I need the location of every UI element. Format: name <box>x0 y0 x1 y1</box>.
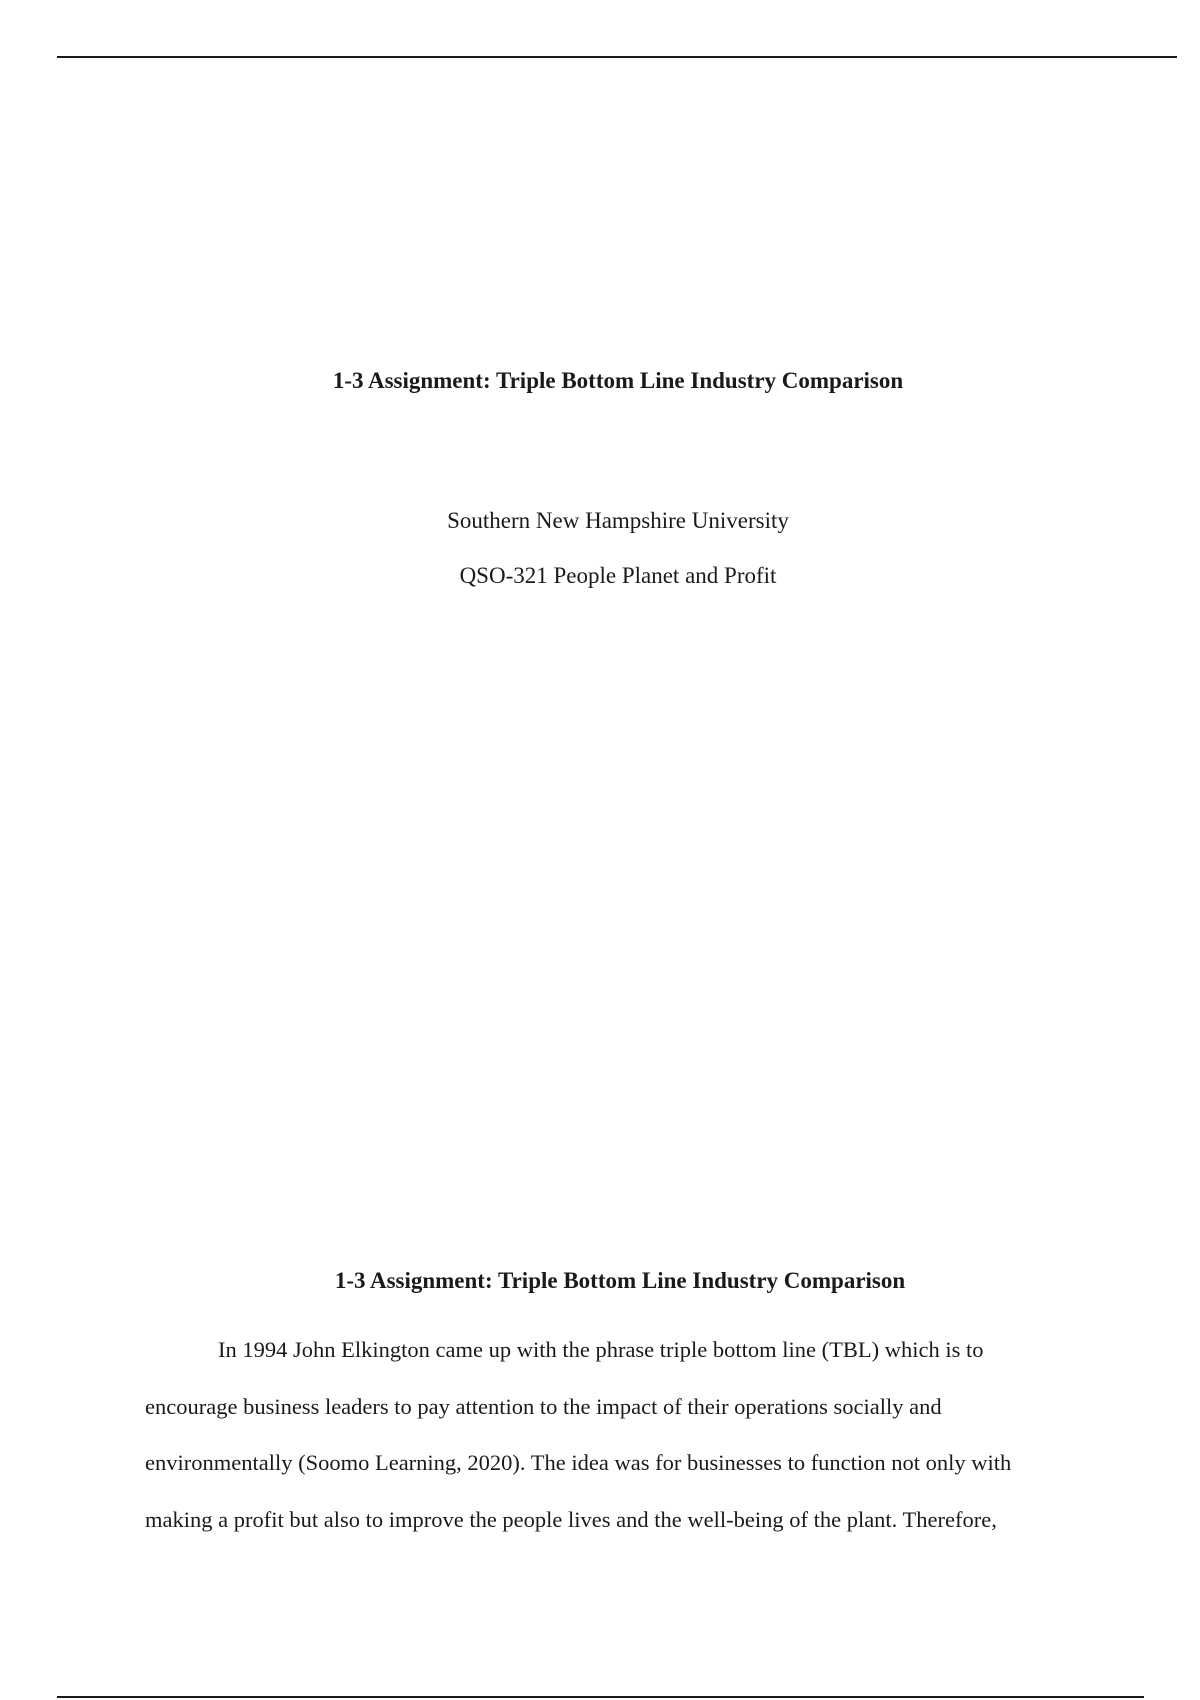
body-line <box>145 1322 1085 1379</box>
institution-name: Southern New Hampshire University <box>447 508 789 533</box>
body-line: encourage business leaders to pay attention to the impact of their operations socially and <box>145 1393 942 1419</box>
body-line: making a profit but also to improve the people lives and the well-being of the plant. Therefore, <box>145 1506 997 1532</box>
body-paragraph <box>145 1322 1085 1548</box>
body-title: 1-3 Assignment: Triple Bottom Line Industry Comparison <box>334 1268 906 1293</box>
body-line: environmentally (Soomo Learning, 2020). The idea was for businesses to function not only with <box>145 1450 1012 1475</box>
page-bottom-rule <box>57 1696 1144 1698</box>
course-name: QSO-321 People Planet and Profit <box>459 563 777 588</box>
body-line-text: In 1994 John Elkington came up with the phrase triple bottom line (TBL) which is to <box>218 1337 984 1362</box>
page-top-rule <box>57 56 1177 58</box>
cover-title: 1-3 Assignment: Triple Bottom Line Industry Comparison <box>332 368 904 393</box>
